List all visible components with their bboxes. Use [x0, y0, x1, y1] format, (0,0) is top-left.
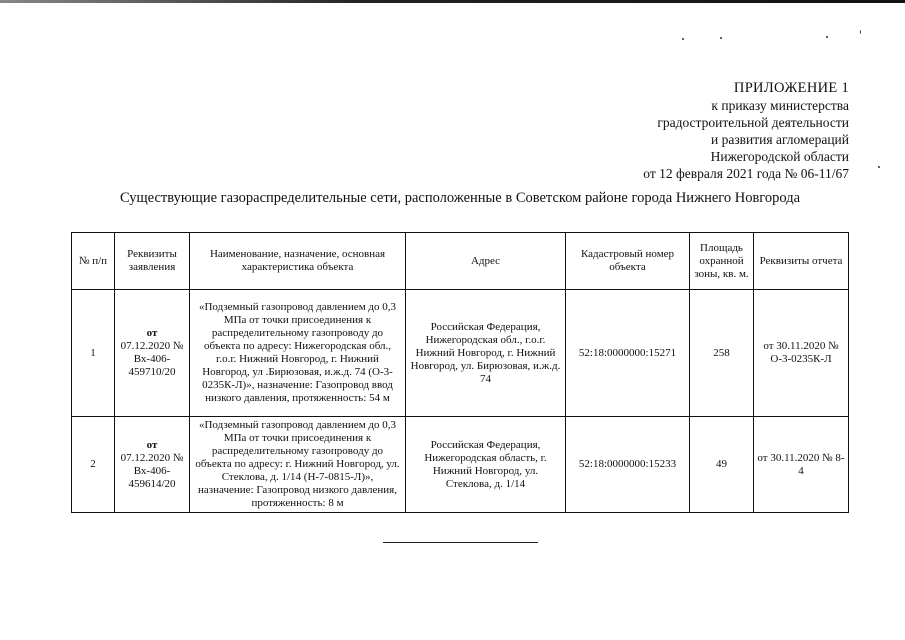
col-header-name: Наименование, назначение, основная характеристика объекта: [190, 233, 406, 290]
table-row: [72, 290, 849, 417]
table-row: [72, 417, 849, 513]
col-header-report: Реквизиты отчета: [754, 233, 849, 290]
col-header-cadastral: Кадастровый номер объекта: [566, 233, 690, 290]
scan-speck: [720, 37, 722, 39]
header-line: Нижегородской области: [710, 149, 849, 164]
request-details: 07.12.2020 № Вх-406-459710/20: [120, 340, 184, 378]
scan-speck: [860, 30, 861, 34]
col-header-area: Площадь охранной зоны, кв. м.: [690, 233, 754, 290]
cell-address: Российская Федерация, Нижегородская область, г. Нижний Новгород, ул. Стеклова, д. 1/14: [406, 417, 566, 513]
scan-top-border: [0, 0, 905, 3]
cell-cadastral: 52:18:0000000:15233: [566, 417, 690, 513]
col-header-num: № п/п: [72, 233, 115, 290]
table-header-row: [72, 233, 849, 290]
appendix-title: ПРИЛОЖЕНИЕ 1: [733, 80, 849, 96]
cell-num: 1: [72, 290, 115, 417]
cell-request: [115, 417, 190, 513]
col-header-address: Адрес: [406, 233, 566, 290]
appendix-header: [549, 80, 849, 182]
separator-line: [383, 542, 538, 543]
header-line: и развития агломераций: [710, 132, 849, 147]
header-line: к приказу министерства: [711, 98, 849, 113]
cell-request: [115, 290, 190, 417]
request-details: 07.12.2020 № Вх-406-459614/20: [120, 451, 184, 490]
cell-report: от 30.11.2020 № О-3-0235К-Л: [754, 290, 849, 417]
cell-name: «Подземный газопровод давлением до 0,3 МПа от точки присоединения к распределительному газопроводу до объекта по адресу: Нижегородская обл., г.о.г. Нижний Новгород, г. Нижний Новгород, ул .Бирюзовая, и.ж.д. 74 (О-3-0235К-Л)», назначение: Газопровод ввод низкого давления, протяженность: 54 м: [190, 290, 406, 417]
scan-speck: [878, 166, 880, 168]
cell-num: 2: [72, 417, 115, 513]
document-title: Существующие газораспределительные сети, расположенные в Советском районе города Нижнего Новгорода: [119, 190, 801, 206]
header-line: от 12 февраля 2021 года № 06-11/67: [643, 166, 849, 181]
scan-speck: [682, 38, 684, 40]
request-from: от: [146, 327, 158, 339]
cell-name: «Подземный газопровод давлением до 0,3 МПа от точки присоединения к распределительному газопроводу до объекта по адресу: г. Нижний Новгород, ул. Стеклова, д. 1/14 (Н-7-0815-Л)», назначение: Газопровод низкого давления, протяженность: 8 м: [190, 417, 406, 513]
gas-networks-table: [71, 232, 849, 513]
header-line: градостроительной деятельности: [657, 115, 849, 130]
col-header-request: Реквизиты заявления: [115, 233, 190, 290]
cell-report: от 30.11.2020 № 8-4: [754, 417, 849, 513]
cell-cadastral: 52:18:0000000:15271: [566, 290, 690, 417]
request-from: от: [146, 438, 158, 451]
cell-area: 258: [690, 290, 754, 417]
cell-area: 49: [690, 417, 754, 513]
cell-address: Российская Федерация, Нижегородская обл., г.о.г. Нижний Новгород, г. Нижний Новгород, ул. Бирюзовая, и.ж.д. 74: [406, 290, 566, 417]
scan-speck: [826, 36, 828, 38]
